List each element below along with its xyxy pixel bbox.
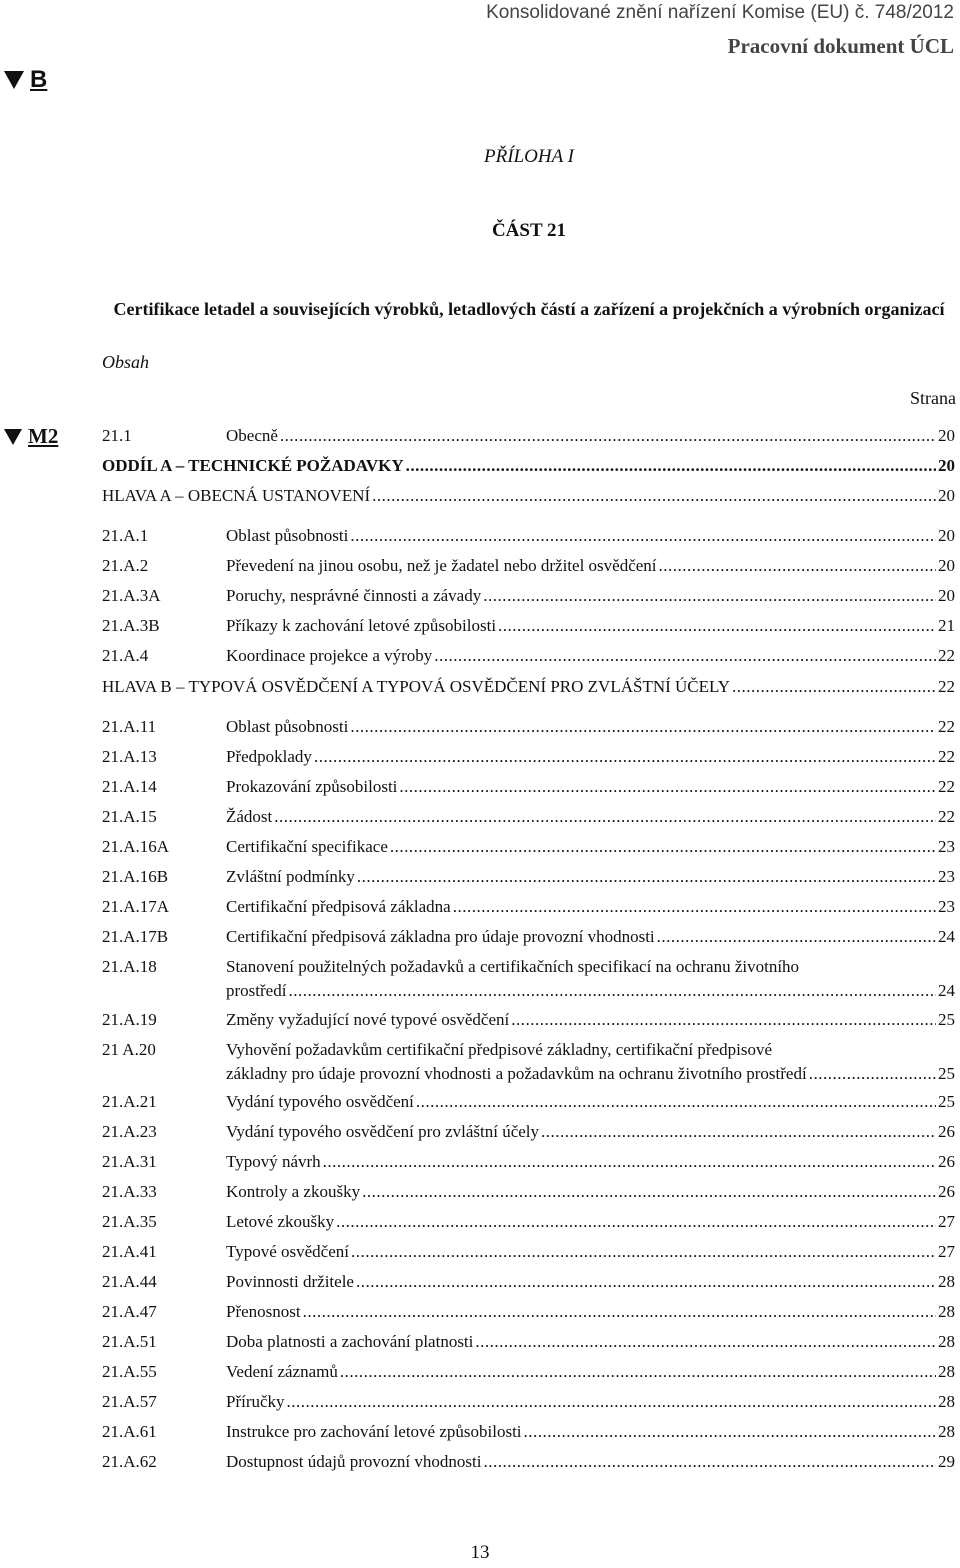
toc-page-number: 25 — [938, 1064, 955, 1083]
toc-section-number: 21.A.11 — [102, 717, 157, 736]
amendment-marker-m2 — [4, 424, 58, 449]
toc-entry-title: Typové osvědčení — [226, 1242, 349, 1261]
toc-entry-row — [226, 644, 955, 668]
toc-page-number: 20 — [938, 526, 955, 545]
marker-label: M2 — [28, 424, 59, 448]
toc-dot-leader — [416, 1090, 936, 1114]
toc-entry-row — [226, 1360, 955, 1384]
toc-entry-title: základny pro údaje provozní vhodnosti a požadavkům na ochranu životního prostředí — [226, 1064, 807, 1083]
toc-entry-title: prostředí — [226, 981, 287, 1000]
part-subtitle: Certifikace letadel a souvisejících výrobků, letadlových částí a zařízení a projekčních a výrobních organizací — [113, 299, 945, 319]
toc-page-number: 26 — [938, 1182, 955, 1201]
amendment-marker-b — [4, 66, 47, 94]
toc-entry-row — [226, 775, 955, 799]
toc-section-number: 21.A.4 — [102, 646, 149, 665]
toc-entry-row — [226, 1062, 955, 1086]
header-doc-title: Konsolidované znění nařízení Komise (EU) č. 748/2012 — [486, 2, 954, 23]
toc-entry-row — [226, 1390, 955, 1414]
toc-dot-leader — [340, 1360, 936, 1384]
toc-section-number: 21.A.13 — [102, 747, 157, 766]
page-column-label: Strana — [910, 388, 956, 408]
toc-page-number: 28 — [938, 1272, 955, 1291]
toc-dot-leader — [288, 979, 936, 1003]
toc-page-number: 28 — [938, 1362, 955, 1381]
toc-entry-title: Předpoklady — [226, 747, 312, 766]
toc-entry-title: Typový návrh — [226, 1152, 321, 1171]
toc-page-number: 20 — [938, 426, 955, 445]
toc-section-number: 21.A.21 — [102, 1092, 157, 1111]
toc-section-number: 21.A.23 — [102, 1122, 157, 1141]
toc-section-number: 21.A.33 — [102, 1182, 157, 1201]
toc-entry-title: Obecně — [226, 426, 278, 445]
toc-entry-row — [226, 865, 955, 889]
toc-dot-leader — [314, 745, 936, 769]
toc-entry-title: Převedení na jinou osobu, než je žadatel nebo držitel osvědčení — [226, 556, 657, 575]
toc-dot-leader — [524, 1420, 936, 1444]
toc-entry-row — [226, 1270, 955, 1294]
toc-page-number: 22 — [938, 677, 955, 696]
toc-section-number: 21.A.19 — [102, 1010, 157, 1029]
toc-entry-row — [226, 1210, 955, 1234]
toc-entry-title: HLAVA A – OBECNÁ USTANOVENÍ — [102, 486, 371, 505]
toc-dot-leader — [336, 1210, 936, 1234]
toc-page-number: 24 — [938, 981, 955, 1000]
toc-section-number: 21.A.2 — [102, 556, 149, 575]
toc-entry-row — [226, 835, 955, 859]
toc-page-number: 20 — [938, 456, 955, 475]
toc-entry-title: Vedení záznamů — [226, 1362, 338, 1381]
toc-entry-title: Zvláštní podmínky — [226, 867, 355, 886]
toc-dot-leader — [498, 614, 936, 638]
toc-entry-row — [226, 1420, 955, 1444]
toc-entry-row — [226, 584, 955, 608]
toc-entry-row — [226, 1008, 955, 1032]
toc-page-number: 22 — [938, 646, 955, 665]
toc-dot-leader — [350, 715, 936, 739]
toc-dot-leader — [809, 1062, 936, 1086]
toc-dot-leader — [356, 1270, 936, 1294]
toc-section-number: 21.A.31 — [102, 1152, 157, 1171]
toc-section-number: 21.A.47 — [102, 1302, 157, 1321]
toc-dot-leader — [434, 644, 936, 668]
toc-entry-title: Certifikační předpisová základna pro údaje provozní vhodnosti — [226, 927, 655, 946]
toc-entry-title: Dostupnost údajů provozní vhodnosti — [226, 1452, 482, 1471]
toc-section-number: 21.A.35 — [102, 1212, 157, 1231]
toc-dot-leader — [511, 1008, 936, 1032]
toc-entry-title: Poruchy, nesprávné činnosti a závady — [226, 586, 482, 605]
toc-dot-leader — [541, 1120, 936, 1144]
toc-section-number: 21 A.20 — [102, 1040, 156, 1059]
toc-entry-title: HLAVA B – TYPOVÁ OSVĚDČENÍ A TYPOVÁ OSVĚDČENÍ PRO ZVLÁŠTNÍ ÚČELY — [102, 677, 730, 696]
toc-section-number: 21.A.1 — [102, 526, 149, 545]
toc-dot-leader — [357, 865, 936, 889]
toc-page-number: 20 — [938, 586, 955, 605]
toc-section-number: 21.A.3B — [102, 616, 160, 635]
toc-entry-row — [226, 1240, 955, 1264]
toc-section-number: 21.A.44 — [102, 1272, 157, 1291]
toc-page-number: 20 — [938, 556, 955, 575]
toc-entry-title: Příkazy k zachování letové způsobilosti — [226, 616, 497, 635]
toc-entry-title: Přenosnost — [226, 1302, 301, 1321]
toc-entry-title: Certifikační specifikace — [226, 837, 388, 856]
page-number: 13 — [470, 1542, 490, 1563]
marker-label: B — [30, 66, 48, 93]
toc-dot-leader — [280, 424, 936, 448]
toc-dot-leader — [390, 835, 936, 859]
toc-page-number: 20 — [938, 486, 955, 505]
toc-dot-leader — [362, 1180, 936, 1204]
toc-dot-leader — [732, 675, 936, 699]
toc-entry-title: Doba platnosti a zachování platnosti — [226, 1332, 474, 1351]
toc-entry-title: Oblast působnosti — [226, 526, 349, 545]
toc-page-number: 22 — [938, 747, 955, 766]
toc-entry-title: Žádost — [226, 807, 273, 826]
toc-entry-row — [102, 454, 955, 478]
triangle-down-icon — [4, 71, 24, 89]
toc-section-number: 21.A.51 — [102, 1332, 157, 1351]
toc-entry-title: Příručky — [226, 1392, 285, 1411]
toc-page-number: 22 — [938, 717, 955, 736]
toc-section-number: 21.A.16A — [102, 837, 170, 856]
toc-dot-leader — [399, 775, 936, 799]
toc-dot-leader — [657, 925, 936, 949]
annex-heading: PŘÍLOHA I — [484, 146, 574, 167]
toc-entry-row — [226, 524, 955, 548]
toc-entry-title: Prokazování způsobilosti — [226, 777, 398, 796]
toc-entry-row — [226, 1180, 955, 1204]
toc-section-number: 21.A.18 — [102, 957, 157, 976]
toc-section-number: 21.A.17A — [102, 897, 170, 916]
toc-page-number: 23 — [938, 867, 955, 886]
triangle-down-icon — [4, 429, 22, 445]
toc-dot-leader — [287, 1390, 936, 1414]
toc-page-number: 28 — [938, 1422, 955, 1441]
toc-entry-title: Vydání typového osvědčení pro zvláštní účely — [226, 1122, 540, 1141]
toc-entry-row — [226, 895, 955, 919]
toc-page-number: 25 — [938, 1010, 955, 1029]
toc-entry-title: Kontroly a zkoušky — [226, 1182, 361, 1201]
toc-entry-row — [226, 424, 955, 448]
toc-entry-row — [226, 745, 955, 769]
toc-dot-leader — [303, 1300, 936, 1324]
toc-page-number: 28 — [938, 1302, 955, 1321]
toc-page-number: 22 — [938, 807, 955, 826]
toc-page-number: 23 — [938, 897, 955, 916]
toc-dot-leader — [323, 1150, 936, 1174]
toc-entry-title: Instrukce pro zachování letové způsobilosti — [226, 1422, 522, 1441]
toc-page-number: 25 — [938, 1092, 955, 1111]
toc-dot-leader — [406, 454, 936, 478]
header-doc-subtitle: Pracovní dokument ÚCL — [727, 34, 954, 58]
toc-entry-title: Povinnosti držitele — [226, 1272, 354, 1291]
toc-entry-title-line1: Vyhovění požadavkům certifikační předpisové základny, certifikační předpisové — [226, 1040, 773, 1059]
toc-entry-row — [102, 484, 955, 508]
toc-dot-leader — [483, 1450, 936, 1474]
toc-entry-title: Změny vyžadující nové typové osvědčení — [226, 1010, 510, 1029]
toc-section-number: 21.A.16B — [102, 867, 169, 886]
toc-entry-row — [226, 1450, 955, 1474]
toc-entry-title: Oblast působnosti — [226, 717, 349, 736]
toc-page-number: 24 — [938, 927, 955, 946]
toc-section-number: 21.A.14 — [102, 777, 157, 796]
toc-entry-title: Vydání typového osvědčení — [226, 1092, 414, 1111]
toc-entry-row — [226, 805, 955, 829]
toc-section-number: 21.A.3A — [102, 586, 161, 605]
toc-section-number: 21.A.57 — [102, 1392, 157, 1411]
toc-entry-row — [226, 554, 955, 578]
toc-section-number: 21.A.62 — [102, 1452, 157, 1471]
toc-dot-leader — [351, 1240, 936, 1264]
toc-entry-title: ODDÍL A – TECHNICKÉ POŽADAVKY — [102, 456, 404, 475]
toc-entry-title: Koordinace projekce a výroby — [226, 646, 433, 665]
toc-dot-leader — [483, 584, 936, 608]
toc-page-number: 27 — [938, 1212, 955, 1231]
toc-section-number: 21.A.41 — [102, 1242, 157, 1261]
toc-page-number: 28 — [938, 1392, 955, 1411]
toc-entry-row — [226, 1120, 955, 1144]
toc-entry-row — [226, 614, 955, 638]
toc-section-number: 21.A.15 — [102, 807, 157, 826]
toc-dot-leader — [475, 1330, 936, 1354]
toc-section-number: 21.A.61 — [102, 1422, 157, 1441]
toc-entry-row — [226, 979, 955, 1003]
contents-label: Obsah — [102, 352, 150, 372]
toc-entry-title: Certifikační předpisová základna — [226, 897, 451, 916]
toc-page-number: 23 — [938, 837, 955, 856]
toc-page-number: 22 — [938, 777, 955, 796]
toc-entry-row — [226, 1300, 955, 1324]
toc-section-number: 21.A.17B — [102, 927, 169, 946]
toc-entry-row — [226, 715, 955, 739]
part-heading: ČÁST 21 — [491, 220, 567, 241]
toc-entry-title: Letové zkoušky — [226, 1212, 335, 1231]
toc-page-number: 26 — [938, 1152, 955, 1171]
toc-entry-title-line1: Stanovení použitelných požadavků a certifikačních specifikací na ochranu životního — [226, 957, 800, 976]
toc-page-number: 26 — [938, 1122, 955, 1141]
toc-entry-row — [226, 1150, 955, 1174]
toc-dot-leader — [274, 805, 936, 829]
toc-page-number: 28 — [938, 1332, 955, 1351]
toc-page-number: 29 — [938, 1452, 955, 1471]
toc-section-number: 21.1 — [102, 426, 132, 445]
toc-dot-leader — [659, 554, 936, 578]
toc-entry-row — [226, 1330, 955, 1354]
toc-dot-leader — [372, 484, 936, 508]
toc-page-number: 27 — [938, 1242, 955, 1261]
toc-entry-row — [102, 675, 955, 699]
toc-page-number: 21 — [938, 616, 955, 635]
toc-dot-leader — [350, 524, 936, 548]
toc-dot-leader — [453, 895, 936, 919]
toc-entry-row — [226, 925, 955, 949]
toc-entry-row — [226, 1090, 955, 1114]
toc-section-number: 21.A.55 — [102, 1362, 157, 1381]
